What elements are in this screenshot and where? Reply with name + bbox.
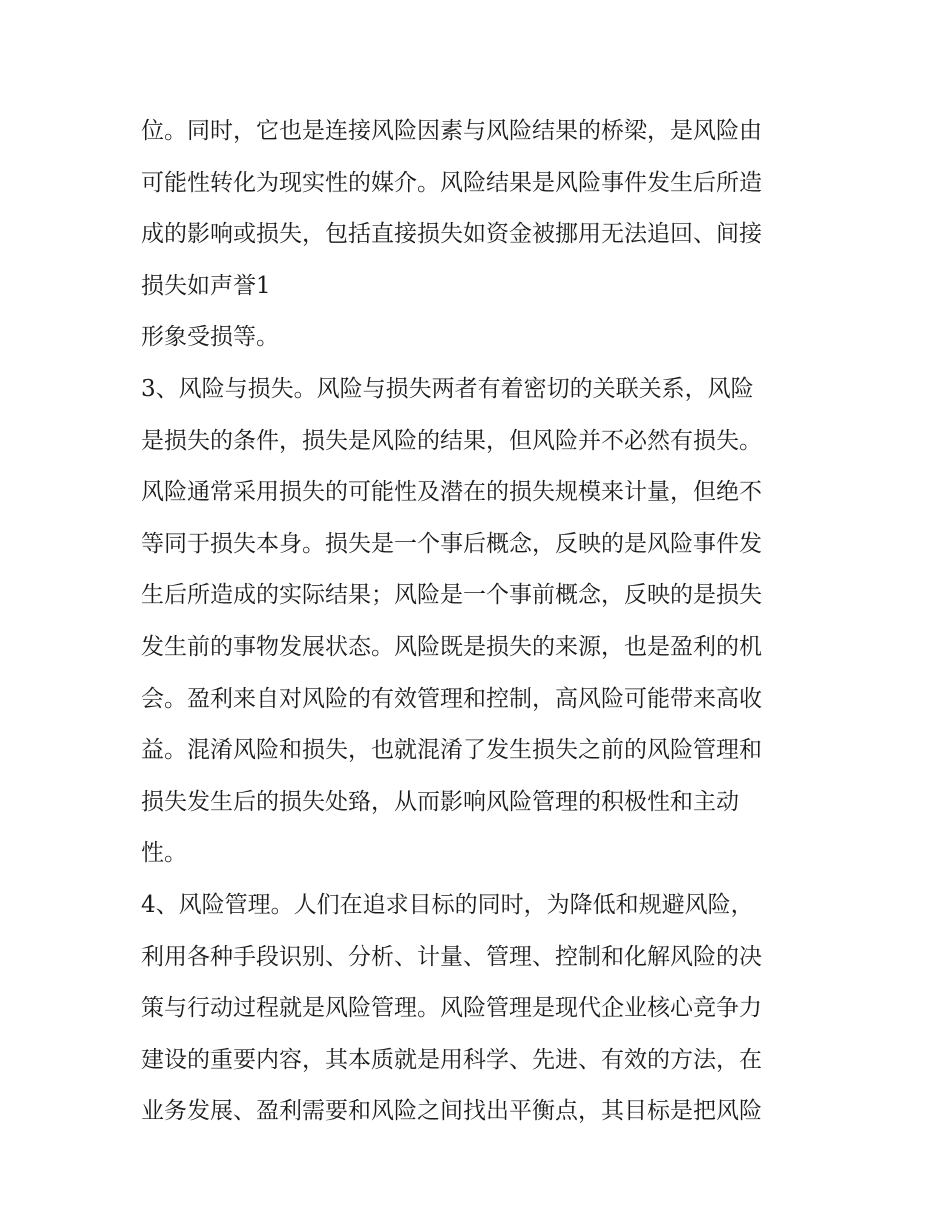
text-line: 性。 bbox=[141, 840, 187, 867]
body-text bbox=[141, 106, 821, 1138]
text-line: 会。盈利来自对风险的有效管理和控制，高风险可能带来高收 bbox=[141, 685, 762, 712]
text-line: 损失如声誉1 bbox=[141, 272, 271, 299]
text-line: 风险通常采用损失的可能性及潜在的损失规模来计量，但绝不 bbox=[141, 479, 762, 506]
text-line: 损失发生后的损失处臵，从而影响风险管理的积极性和主动 bbox=[141, 788, 739, 815]
text-line: 益。混淆风险和损失，也就混淆了发生损失之前的风险管理和 bbox=[141, 737, 762, 764]
text-line: 是损失的条件，损失是风险的结果，但风险并不必然有损失。 bbox=[141, 427, 762, 454]
text-line: 等同于损失本身。损失是一个事后概念，反映的是风险事件发 bbox=[141, 530, 762, 557]
text-line: 可能性转化为现实性的媒介。风险结果是风险事件发生后所造 bbox=[141, 169, 762, 196]
text-line: 生后所造成的实际结果；风险是一个事前概念，反映的是损失 bbox=[141, 582, 762, 609]
text-line: 发生前的事物发展状态。风险既是损失的来源，也是盈利的机 bbox=[141, 633, 762, 660]
text-line: 3、风险与损失。风险与损失两者有着密切的关联关系，风险 bbox=[141, 375, 754, 402]
text-line: 4、风险管理。人们在追求目标的同时，为降低和规避风险， bbox=[141, 891, 754, 918]
text-line: 形象受损等。 bbox=[141, 324, 279, 351]
text-line: 建设的重要内容，其本质就是用科学、先进、有效的方法，在 bbox=[141, 1046, 762, 1073]
text-line: 业务发展、盈利需要和风险之间找出平衡点，其目标是把风险 bbox=[141, 1098, 762, 1125]
text-line: 成的影响或损失，包括直接损失如资金被挪用无法追回、间接 bbox=[141, 221, 762, 248]
text-line: 利用各种手段识别、分析、计量、管理、控制和化解风险的决 bbox=[141, 943, 762, 970]
text-line: 策与行动过程就是风险管理。风险管理是现代企业核心竞争力 bbox=[141, 995, 762, 1022]
text-line: 位。同时，它也是连接风险因素与风险结果的桥梁，是风险由 bbox=[141, 118, 762, 144]
